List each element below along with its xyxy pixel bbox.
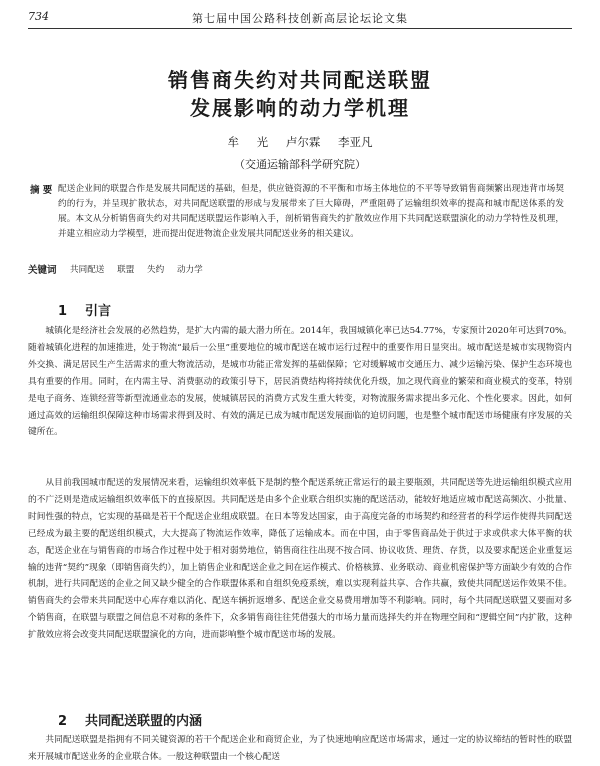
section-2-title: 共同配送联盟的内涵 (85, 714, 203, 729)
section-1-heading (58, 300, 111, 319)
authors: 牟 光 卢尔霖 李亚凡 (227, 135, 373, 149)
affiliation: （交通运输部科学研究院） (234, 158, 366, 171)
running-title: 第七届中国公路科技创新高层论坛论文集 (192, 12, 408, 25)
section-1-number: 1 (58, 304, 68, 319)
page-number: 734 (28, 10, 49, 23)
section-2-number: 2 (58, 714, 68, 729)
page-header (28, 8, 572, 29)
abstract-text: 配送企业间的联盟合作是发展共同配送的基础，但是，供应链资源的不平衡和市场主体地位的不平等导致销售商频繁出现违背市场契约的行为，并呈现扩散状态，对共同配送联盟的形成与发展带来了巨大障碍，严重阻碍了运输组织效率的提高和城市配送体系的发展。本文从分析销售商失约对共同配送联盟运作影响入手，剖析销售商失约扩散效应作用下共同配送联盟演化的动力学特性及机理，并建立相应动力学模型，进而提出促进物流企业发展共同配送业务的相关建议。 (58, 184, 564, 239)
section-1-paragraph-2: 从目前我国城市配送的发展情况来看，运输组织效率低下是制约整个配送系统正常运行的最主要瓶颈，共同配送等先进运输组织模式应用的不广泛则是造成运输组织效率低下的直接原因。共同配送是由多个企业联合组织实施的配送活动，能较好地适应城市配送高频次、小批量、时间性强的特点，它实现的基础是若干个配送企业组成联盟。在日本等发达国家，由于高度完备的市场契约和经营者的科学运作使得共同配送已经成为最主要的配送组织模式，大大提高了物流运作效率，降低了运输成本。而在中国，由于零售商品处于供过于求或供求大体平衡的状态，配送企业在与销售商的市场合作过程中处于相对弱势地位，销售商往往出现不按合同、协议收货、理货、存货，以及要求配送企业重复运输的违背“契约”现象（即销售商失约），加上销售企业和配送企业之间在运作模式、价格核算、业务联动、商业机密保护等方面缺少有效的合作机制，进行共同配送的企业之间又缺少健全的合作联盟体系和自组织免疫系统，难以实现利益共享、合作共赢，致使共同配送运作效果不佳。销售商失约会带来共同配送中心库存难以消化、配送车辆折返增多、配送企业交易费用增加等不利影响。同时，每个共同配送联盟又要面对多个销售商，在联盟与联盟之间信息不对称的条件下，众多销售商往往凭借强大的市场力量而选择失约并在物理空间和“逻辑空间”内扩散，这种扩散效应将会改变共同配送联盟演化的方向，进而影响整个城市配送市场的发展。 (28, 478, 572, 641)
keywords-label: 关键词 (28, 265, 57, 276)
section-1-paragraph-1: 城镇化是经济社会发展的必然趋势，是扩大内需的最大潜力所在。2014年，我国城镇化率已达54.77%，专家预计2020年可达到70%。随着城镇化进程的加速推进，处于物流“最后一公里”重要地位的城市配送在城市运行过程中的重要作用日显突出。城市配送是城市实现物资内外交换、满足居民生产生活需求的重大物流活动，是城市功能正常发挥的基础保障；它对缓解城市交通压力、减少运输污染、保护生态环境也具有重要的作用。同时，在内需主导、消费驱动的政策引导下，居民消费结构将持续优化升级，加之现代商业的繁荣和商业模式的变革，特别是电子商务、连锁经营等新型流通业态的发展，使城镇居民的消费方式发生重大转变，对物流服务需求提出多元化、个性化要求。因此，如何通过高效的运输组织保障这种市场需求得到及时、有效的满足已成为城市配送发展面临的迫切问题，也是整个城市配送市场健康有序发展的关键所在。 (28, 326, 572, 438)
keywords-text: 共同配送 联盟 失约 动力学 (70, 265, 203, 275)
section-2-heading (58, 710, 202, 729)
section-2-paragraph-1: 共同配送联盟是指拥有不同关键资源的若干个配送企业和商贸企业，为了快速地响应配送市场需求，通过一定的协议缔结的暂时性的联盟来开展城市配送业务的企业联合体。一般这种联盟由一个核心配送 (28, 735, 572, 762)
section-1-title: 引言 (85, 304, 112, 319)
paper-title-line-1: 销售商失约对共同配送联盟 (168, 68, 432, 92)
abstract-label: 摘 要 (30, 185, 53, 196)
paper-title-line-2: 发展影响的动力学机理 (190, 96, 410, 120)
